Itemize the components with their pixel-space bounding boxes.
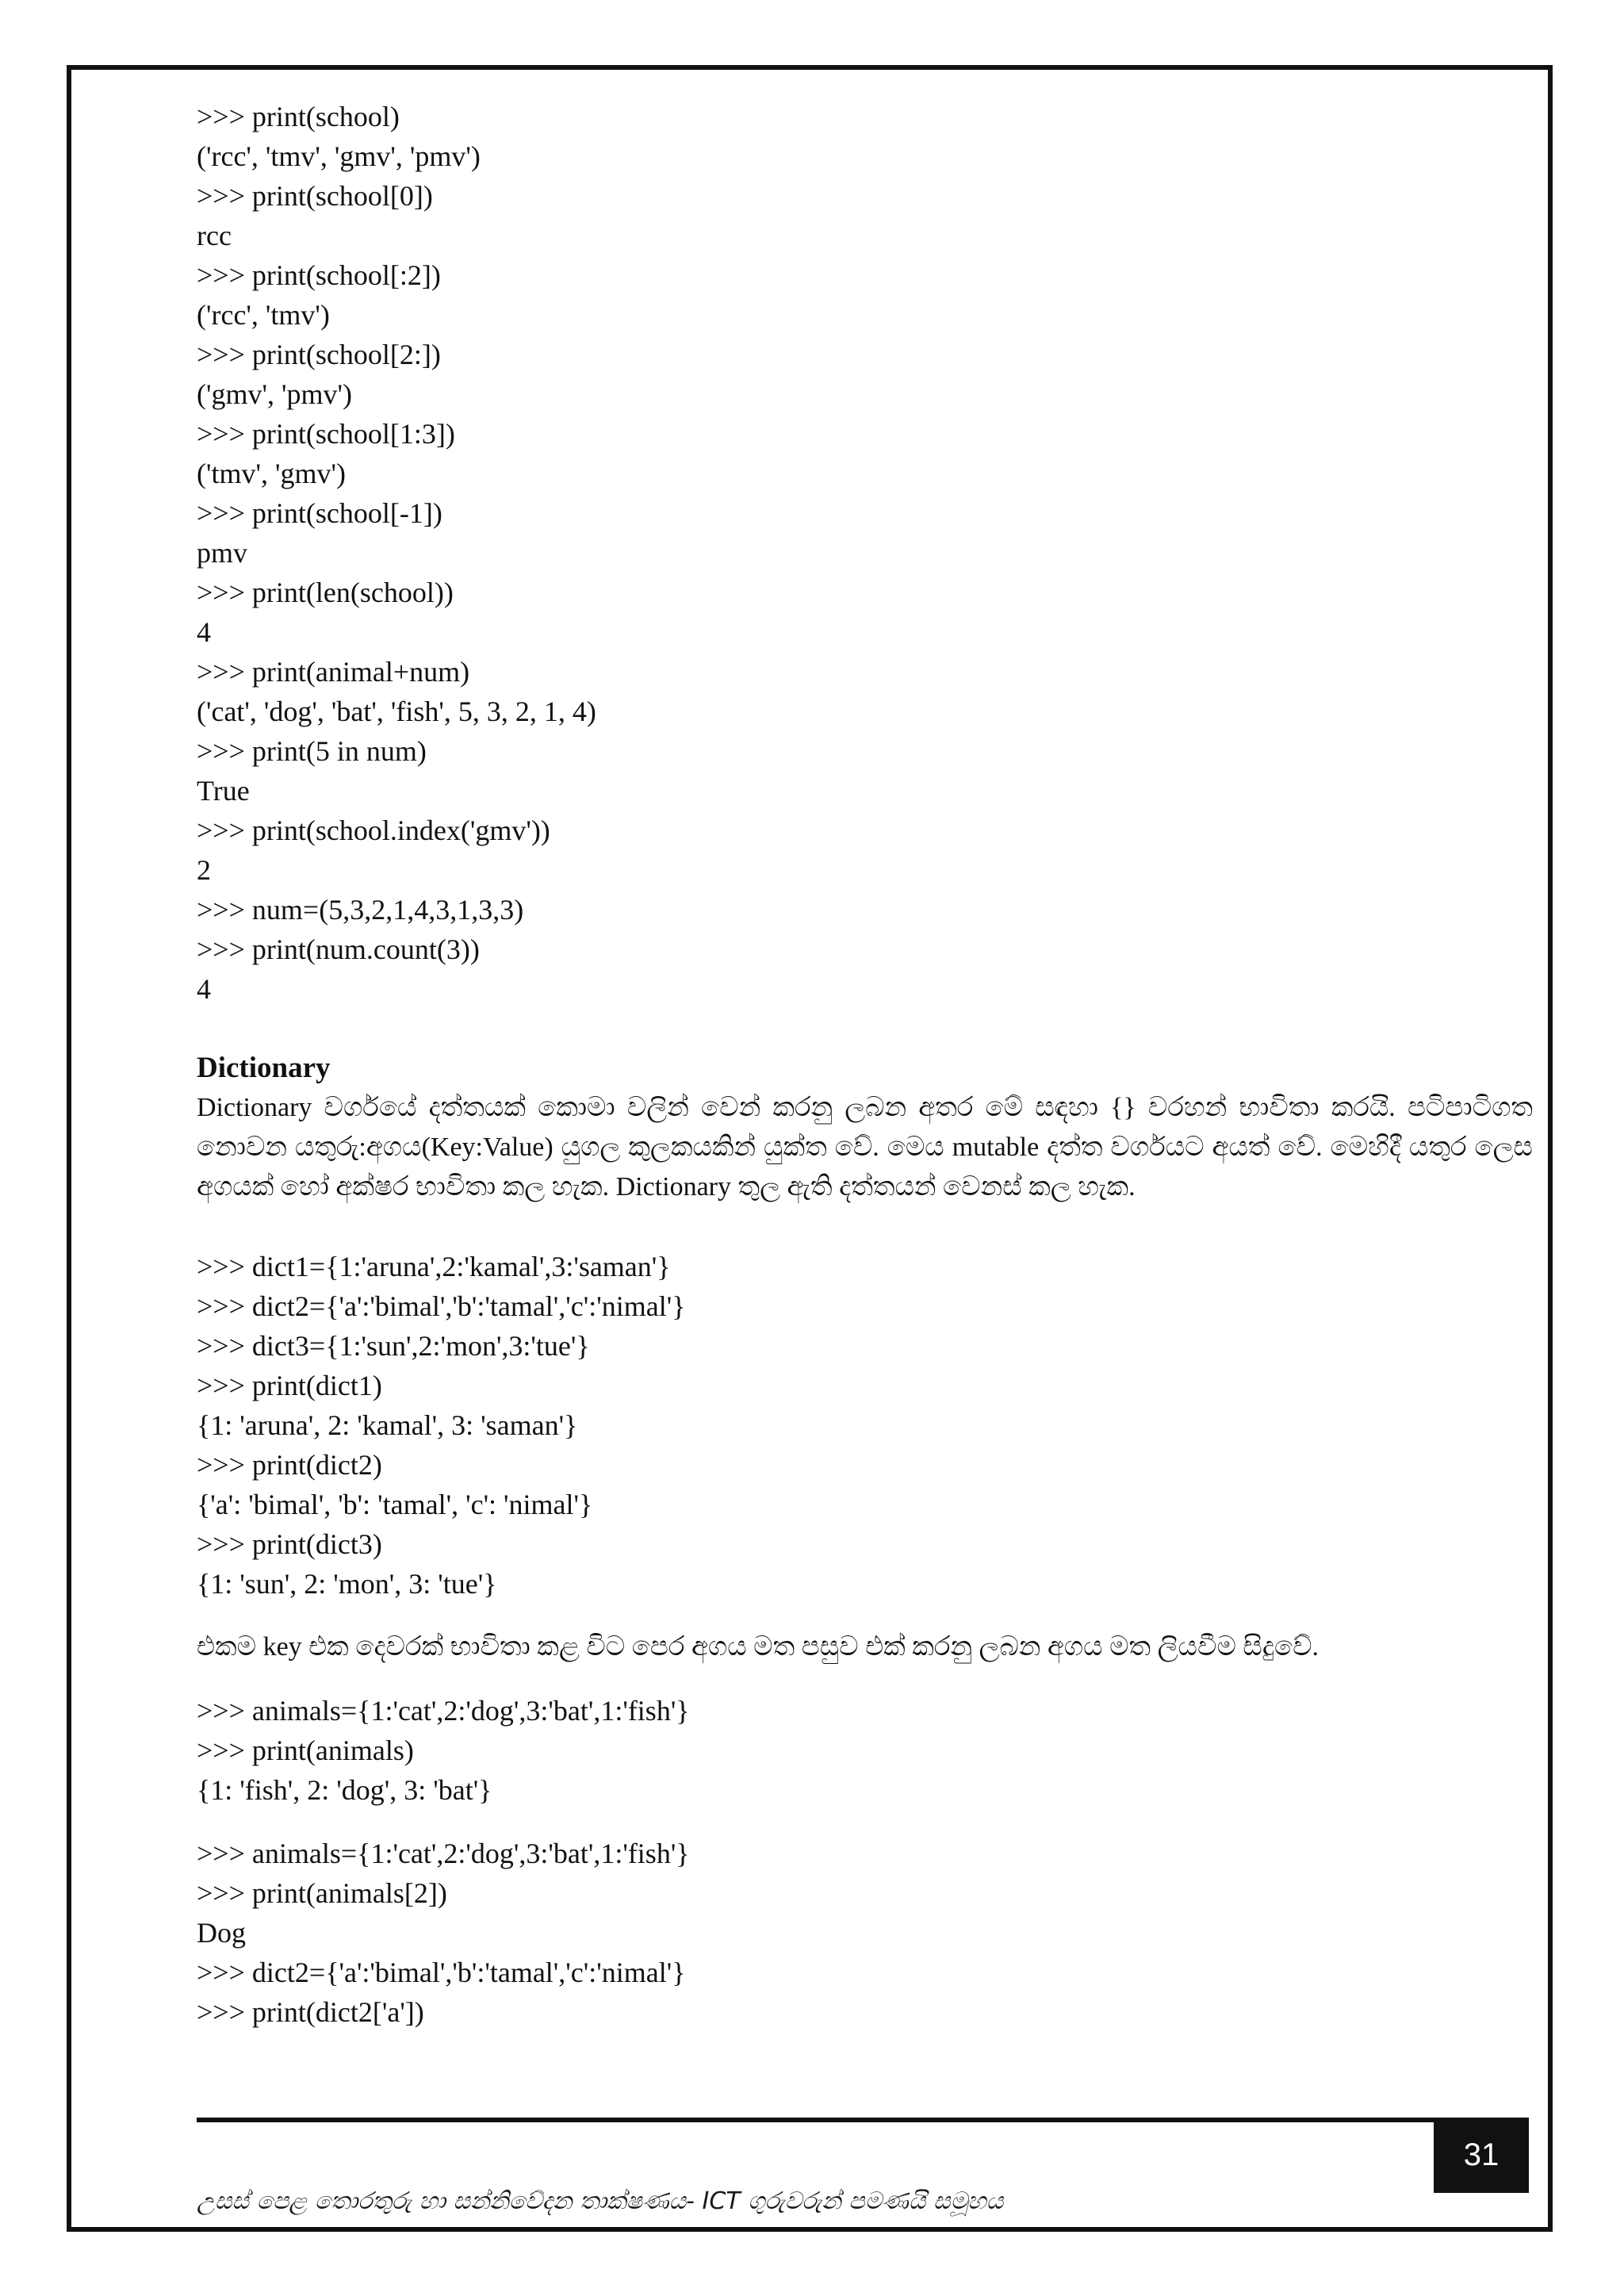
- code-block-dict-examples: [197, 1247, 1537, 1604]
- code-line: >>> print(animals[2]): [197, 1877, 447, 1909]
- code-block-dict-access: [197, 1834, 1537, 2032]
- code-line: {1: 'sun', 2: 'mon', 3: 'tue'}: [197, 1568, 497, 1600]
- code-line: >>> animals={1:'cat',2:'dog',3:'bat',1:'fish'}: [197, 1695, 690, 1727]
- footer-rule: [197, 2118, 1521, 2122]
- code-line: >>> print(animals): [197, 1734, 414, 1766]
- code-line: >>> dict1={1:'aruna',2:'kamal',3:'saman'}: [197, 1251, 671, 1282]
- dictionary-description: Dictionary වර්ගයේ දත්තයක් කොමා වලින් වෙන් කරනු ලබන අතර මේ සඳහා {} වරහන් භාවිතා කරයි. පටිපාටිගත නොවන යතුරු:අගය(Key:Value) යුගල කුලකයකින් යුක්ත වේ. මෙය mutable දත්ත වර්ගයට අයත් වේ. මෙහිදී යතුර ලෙස අගයක් හෝ අක්ෂර භාවිතා කල හැක. Dictionary තුල ඇති දත්තයන් වෙනස් කල හැක.: [197, 1093, 1533, 1202]
- code-line: 4: [197, 973, 211, 1005]
- code-line: ('tmv', 'gmv'): [197, 458, 346, 489]
- code-line: 2: [197, 854, 211, 886]
- section-heading-dictionary: Dictionary: [197, 1052, 331, 1084]
- code-line: >>> print(school[1:3]): [197, 418, 455, 450]
- code-block-tuple-examples: [197, 97, 1537, 1009]
- code-line: >>> num=(5,3,2,1,4,3,1,3,3): [197, 894, 524, 926]
- code-line: >>> print(dict1): [197, 1370, 382, 1401]
- code-line: 4: [197, 616, 211, 648]
- code-line: >>> print(school[:2]): [197, 259, 441, 291]
- code-line: pmv: [197, 537, 248, 569]
- spacer: [197, 1667, 1537, 1691]
- code-block-duplicate-key: [197, 1691, 1537, 1810]
- code-line: >>> print(num.count(3)): [197, 933, 480, 965]
- spacer: [197, 1604, 1537, 1627]
- code-line: >>> print(school[0]): [197, 180, 433, 212]
- code-line: ('rcc', 'tmv'): [197, 299, 330, 331]
- code-line: >>> print(dict3): [197, 1528, 382, 1560]
- code-line: >>> dict2={'a':'bimal','b':'tamal','c':'nimal'}: [197, 1290, 686, 1322]
- code-line: >>> print(school.index('gmv')): [197, 815, 550, 846]
- code-line: rcc: [197, 220, 232, 251]
- footer-text: උසස් පෙළ තොරතුරු හා සන්නිවේදන තාක්ෂණය- ICT ගුරුවරුන් පමණයි සමූහය: [197, 2187, 1004, 2215]
- duplicate-key-note: එකම key එක දෙවරක් භාවිතා කළ විට පෙර අගය මත පසුව එක් කරනු ලබන අගය මත ලියවීම සිදුවේ.: [197, 1632, 1320, 1662]
- code-line: ('gmv', 'pmv'): [197, 378, 352, 410]
- code-line: >>> print(school): [197, 101, 400, 132]
- code-line: >>> dict2={'a':'bimal','b':'tamal','c':'nimal'}: [197, 1957, 686, 1988]
- spacer: [197, 1207, 1537, 1247]
- code-line: >>> print(dict2['a']): [197, 1996, 424, 2028]
- code-line: >>> print(animal+num): [197, 656, 470, 688]
- page-number: 31: [1434, 2118, 1529, 2193]
- code-line: >>> print(5 in num): [197, 735, 427, 767]
- code-line: {1: 'fish', 2: 'dog', 3: 'bat'}: [197, 1774, 492, 1806]
- code-line: >>> print(school[2:]): [197, 339, 441, 370]
- code-line: Dog: [197, 1917, 246, 1949]
- code-line: >>> print(dict2): [197, 1449, 382, 1481]
- page-content: [197, 97, 1537, 2032]
- code-line: ('rcc', 'tmv', 'gmv', 'pmv'): [197, 140, 481, 172]
- code-line: >>> print(len(school)): [197, 577, 454, 608]
- code-line: True: [197, 775, 250, 807]
- code-line: {1: 'aruna', 2: 'kamal', 3: 'saman'}: [197, 1409, 578, 1441]
- code-line: >>> animals={1:'cat',2:'dog',3:'bat',1:'fish'}: [197, 1838, 690, 1869]
- spacer: [197, 1009, 1537, 1048]
- code-line: >>> dict3={1:'sun',2:'mon',3:'tue'}: [197, 1330, 590, 1362]
- spacer: [197, 1810, 1537, 1834]
- code-line: ('cat', 'dog', 'bat', 'fish', 5, 3, 2, 1, 4): [197, 696, 596, 727]
- code-line: {'a': 'bimal', 'b': 'tamal', 'c': 'nimal'}: [197, 1489, 593, 1520]
- code-line: >>> print(school[-1]): [197, 497, 442, 529]
